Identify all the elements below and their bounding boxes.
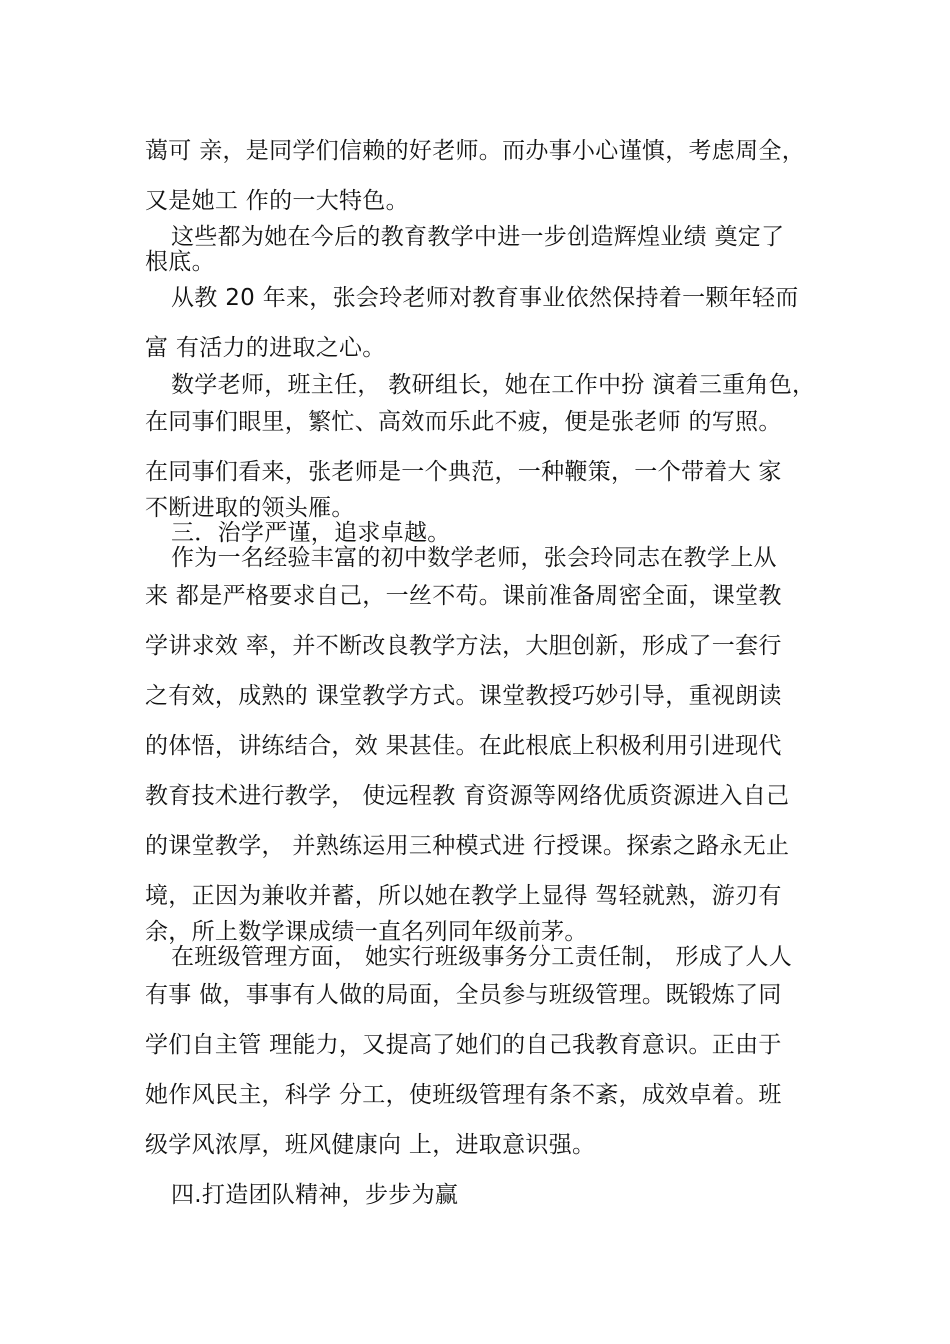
text-line: 蔼可 亲，是同学们信赖的好老师。而办事小心谨慎，考虑周全， [145, 138, 806, 164]
text-line: 之有效，成熟的 课堂教学方式。课堂教授巧妙引导，重视朗读 [145, 683, 782, 709]
text-line: 学讲求效 率，并不断改良教学方法，大胆创新，形成了一套行 [145, 633, 782, 659]
text-line: 在班级管理方面， 她实行班级事务分工责任制， 形成了人人 [171, 944, 793, 970]
text-line: 根底。 [145, 249, 215, 275]
text-line: 数学老师，班主任， 教研组长，她在工作中扮 演着三重角色， [171, 372, 816, 398]
text-line: 又是她工 作的一大特色。 [145, 188, 409, 214]
text-line: 来 都是严格要求自己，一丝不苟。课前准备周密全面，课堂教 [145, 583, 782, 609]
section-heading: 三．治学严谨，追求卓越。 [171, 520, 451, 546]
text-line: 有事 做，事事有人做的局面，全员参与班级管理。既锻炼了同 [145, 982, 782, 1008]
text-line: 在同事们看来，张老师是一个典范，一种鞭策，一个带着大 家 [145, 459, 782, 485]
text-line: 学们自主管 理能力，又提高了她们的自己我教育意识。正由于 [145, 1032, 782, 1058]
text-line: 余，所上数学课成绩一直名列同年级前茅。 [145, 919, 588, 945]
text-line: 在同事们眼里，繁忙、高效而乐此不疲，便是张老师 的写照。 [145, 409, 782, 435]
text-line: 不断进取的领头雁。 [145, 495, 355, 521]
text-line: 从教 20 年来，张会玲老师对教育事业依然保持着一颗年轻而 [171, 285, 799, 311]
text-line: 作为一名经验丰富的初中数学老师，张会玲同志在教学上从 [171, 545, 777, 571]
text-line: 的体悟，讲练结合，效 果甚佳。在此根底上积极利用引进现代 [145, 733, 782, 759]
text-line: 这些都为她在今后的教育教学中进一步创造辉煌业绩 奠定了 [171, 224, 785, 250]
text-line: 级学风浓厚，班风健康向 上，进取意识强。 [145, 1132, 596, 1158]
text-line: 她作风民主，科学 分工，使班级管理有条不紊，成效卓着。班 [145, 1082, 782, 1108]
text-line: 富 有活力的进取之心。 [145, 335, 386, 361]
text-line: 教育技术进行教学， 使远程教 育资源等网络优质资源进入自己 [145, 783, 790, 809]
text-line: 的课堂教学， 并熟练运用三种模式进 行授课。探索之路永无止 [145, 833, 790, 859]
text-line: 境，正因为兼收并蓄，所以她在教学上显得 驾轻就熟，游刃有 [145, 883, 782, 909]
section-heading: 四.打造团队精神，步步为赢 [171, 1182, 459, 1208]
